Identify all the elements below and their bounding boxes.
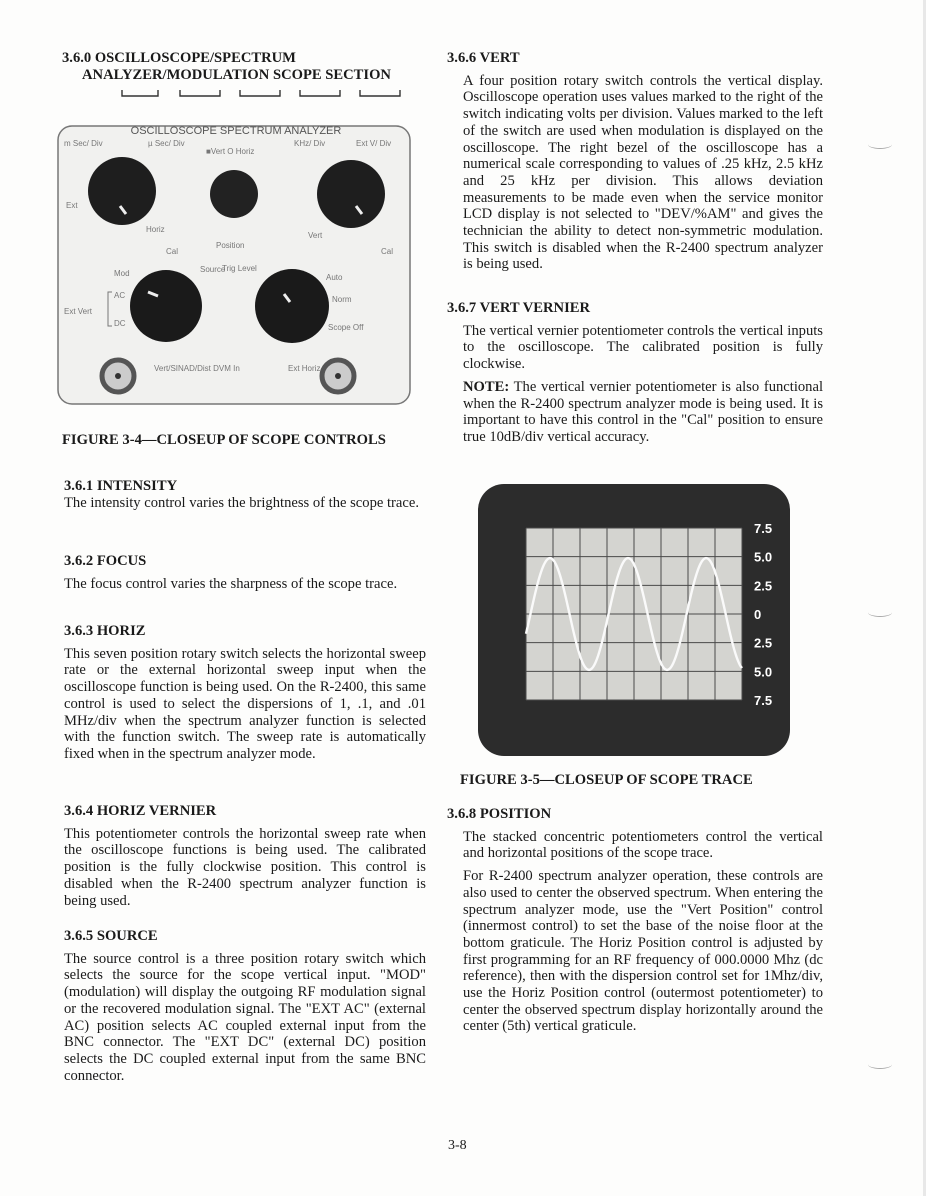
paragraph: The intensity control varies the brightness of the scope trace. — [64, 494, 420, 511]
scale-label: 7.5 — [754, 521, 773, 536]
heading: 3.6.8 POSITION — [447, 806, 552, 822]
scale-label: 0 — [754, 607, 762, 622]
binding-mark — [868, 140, 892, 149]
section-361 — [64, 478, 426, 517]
section-364 — [64, 803, 426, 915]
section-362 — [64, 553, 426, 598]
horiz-knob — [88, 157, 156, 225]
scope-off-label: Scope Off — [328, 323, 364, 332]
mod-label: Mod — [114, 269, 130, 278]
note-label: NOTE: — [463, 378, 510, 395]
heading: 3.6.3 HORIZ — [64, 623, 146, 639]
khz-label: KHz/ Div — [294, 139, 326, 148]
paragraph: This seven position rotary switch selects the horizontal sweep rate or the external horizontal sweep input when the oscilloscope function is being used. On the R-2400, this same control is used to select the dispersions of 1, .1, and .01 MHz/div when the spectrum analyzer function is selected with the function switch. The sweep rate is automatically fixed when in the spectrum analyzer mode. — [64, 645, 426, 762]
horiz-label: Horiz — [146, 225, 165, 234]
heading: 3.6.1 INTENSITY — [64, 478, 178, 494]
heading: 3.6.6 VERT — [447, 50, 520, 66]
bnc2-label: Ext Horiz — [288, 364, 321, 373]
bnc1-label: Vert/SINAD/Dist DVM In — [154, 364, 240, 373]
heading: 3.6.7 VERT VERNIER — [447, 300, 591, 316]
norm-label: Norm — [332, 295, 352, 304]
source-knob — [130, 270, 202, 342]
binding-mark — [868, 1060, 892, 1069]
cal-label: Cal — [166, 247, 179, 256]
scale-label: 2.5 — [754, 578, 773, 594]
heading: 3.6.4 HORIZ VERNIER — [64, 803, 217, 819]
paragraph: The focus control varies the sharpness of the scope trace. — [64, 575, 398, 592]
ext-vert-label: Ext Vert — [64, 307, 93, 316]
paragraph: The vertical vernier potentiometer controls the vertical inputs to the oscilloscope. The calibrated position is fully clockwise. — [463, 322, 823, 373]
scale-label: 2.5 — [754, 635, 773, 651]
vert-horiz-label: ■Vert O Horiz — [206, 147, 255, 156]
figure-3-5-caption: FIGURE 3-5—CLOSEUP OF SCOPE TRACE — [460, 772, 753, 788]
cal-label: Cal — [381, 247, 394, 256]
note-text: The vertical vernier potentiometer is also functional when the R-2400 spectrum analyzer mode is being used. It is important to have this control in the "Cal" position to ensure true 10dB/div vertical accuracy. — [463, 378, 823, 445]
paragraph: For R-2400 spectrum analyzer operation, these controls are also used to center the observed spectrum. When entering the spectrum analyzer mode, use the "Vert Position" control (innermost control) to set the base of the noise floor at the bottom graticule. The Horiz Position control is adjusted by first programming for an RF frequency of 000.0000 Mhz (dc reference), then with the dispersion control set for 1Mhz/div, use the Horiz Position control (outermost potentiometer) to center the observed spectrum display horizontally around the center (5th) vertical graticule. — [463, 868, 823, 1035]
heading: 3.6.5 SOURCE — [64, 928, 158, 944]
heading-line: ANALYZER/MODULATION SCOPE SECTION — [82, 66, 391, 83]
section-368 — [447, 806, 823, 1041]
auto-label: Auto — [326, 273, 343, 282]
extv-label: Ext V/ Div — [356, 139, 392, 148]
heading-line: 3.6.0 OSCILLOSCOPE/SPECTRUM — [62, 50, 296, 66]
position-label: Position — [216, 241, 245, 250]
scope-trace-photo — [470, 476, 800, 766]
ac-label: AC — [114, 291, 126, 300]
paragraph: This potentiometer controls the horizontal sweep rate when the oscilloscope functions is being used. The calibrated position is the fully clockwise position. This control is disabled when the R-2400 spectrum analyzer function is being used. — [64, 825, 426, 909]
section-366 — [447, 50, 823, 279]
dc-label: DC — [114, 319, 126, 328]
usec-label: µ Sec/ Div — [148, 139, 185, 148]
ext-label: Ext — [66, 201, 78, 210]
paragraph: The source control is a three position rotary switch which selects the source for the scope vertical input. "MOD" (modulation) will display the outgoing RF modulation signal or the recovered modulation signal. The "EXT AC" (external AC) position selects AC coupled external input from the BNC connector. The "EXT DC" (external DC) position selects the DC coupled external input from the same BNC connector. — [64, 950, 426, 1084]
trig-level-label: Trig Level — [222, 264, 257, 273]
paragraph: The stacked concentric potentiometers control the vertical and horizontal positions of the scope trace. — [463, 828, 823, 862]
page-number: 3-8 — [448, 1138, 467, 1153]
msec-label: m Sec/ Div — [64, 139, 103, 148]
binding-mark — [868, 608, 892, 617]
position-knob — [210, 170, 258, 218]
scope-controls-photo — [56, 86, 418, 412]
panel-header: OSCILLOSCOPE SPECTRUM ANALYZER — [130, 125, 342, 137]
heading: 3.6.2 FOCUS — [64, 553, 147, 569]
vert-knob — [317, 160, 385, 228]
section-365 — [64, 928, 426, 1090]
paragraph: A four position rotary switch controls the vertical display. Oscilloscope operation uses values marked to the right of the switch indicating volts per division. Values marked to the left of the switch are used when modulation is displayed on the oscilloscope. The right bezel of the oscilloscope has a numerical scale corresponding to values of .25 kHz, 2.5 kHz and 25 kHz per division. This allows deviation measurements to be made even when the service monitor LCD display is not selected to "DEV/%AM" and gives the technician the ability to detect non-symmetric modulation. This switch is disabled when the R-2400 spectrum analyzer is being used. — [463, 72, 823, 273]
figure-3-4-caption: FIGURE 3-4—CLOSEUP OF SCOPE CONTROLS — [62, 432, 386, 448]
scale-label: 7.5 — [754, 693, 773, 708]
scale-label: 5.0 — [754, 549, 773, 565]
section-heading-360 — [62, 50, 422, 83]
scale-label: 5.0 — [754, 664, 773, 680]
note-paragraph — [447, 379, 823, 446]
section-367 — [447, 300, 823, 452]
vert-label: Vert — [308, 231, 323, 240]
section-363 — [64, 623, 426, 769]
source-label: Source — [200, 265, 226, 274]
trigger-knob — [255, 269, 329, 343]
